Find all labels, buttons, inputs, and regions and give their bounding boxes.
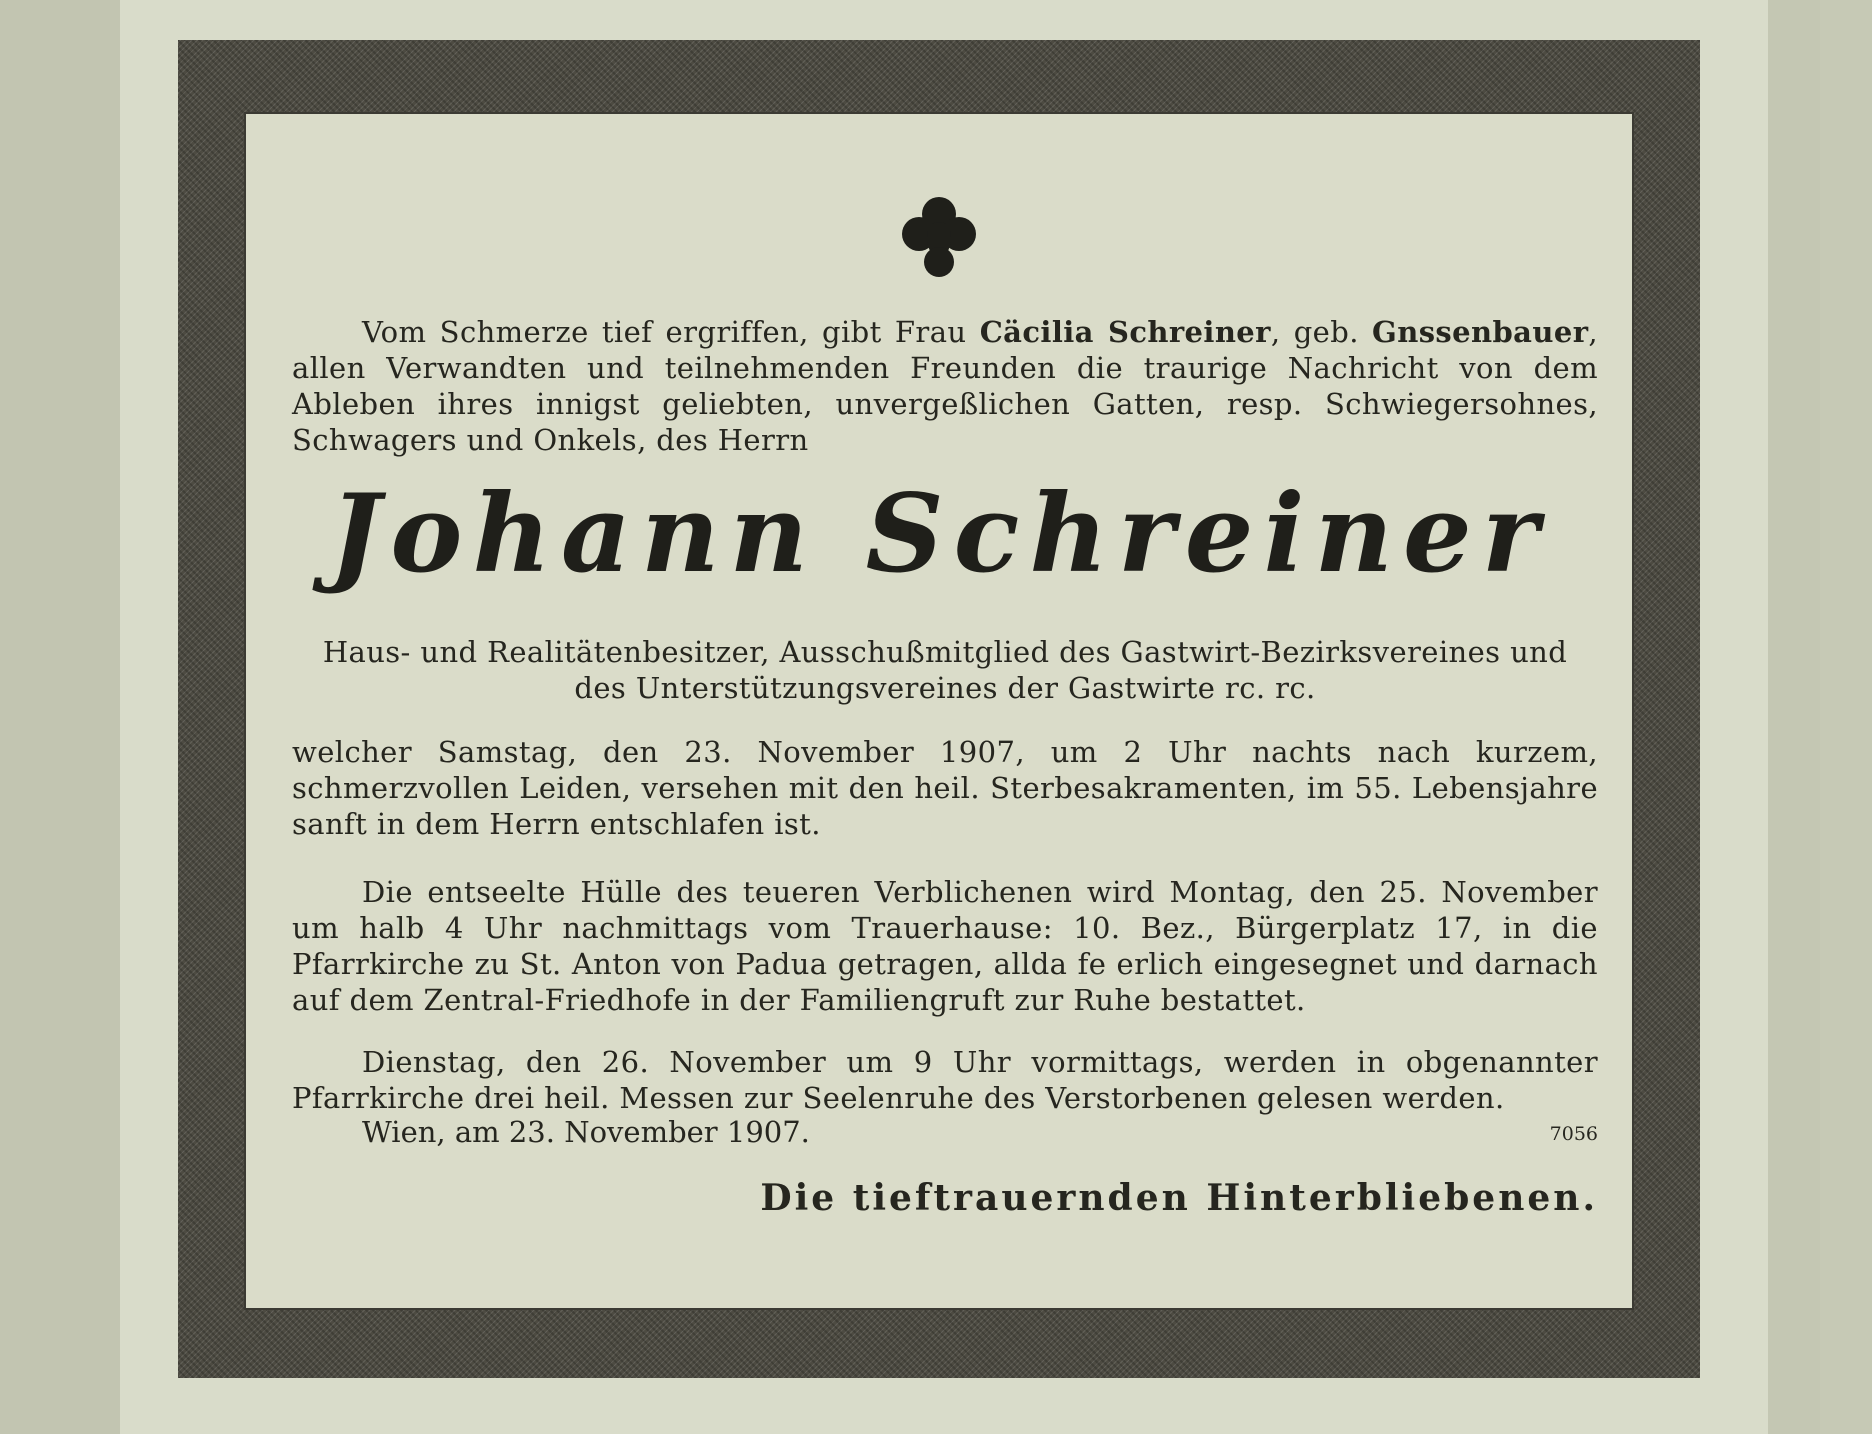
reference-number: 7056: [1549, 1123, 1598, 1145]
intro-text-1: Vom Schmerze tief ergriffen, gibt Frau: [362, 315, 980, 349]
notice-panel: [244, 112, 1634, 1310]
titles-line-2: des Unterstützungsvereines der Gastwirte rc. rc.: [574, 671, 1316, 705]
maiden-name: Gnssenbauer: [1372, 315, 1589, 349]
titles-line-1: Haus- und Realitätenbesitzer, Ausschußmitglied des Gastwirt-Bezirksvereines und: [322, 635, 1568, 669]
scan-margin-left: [0, 0, 120, 1434]
deceased-name: Johann Schreiner: [329, 471, 1549, 597]
mourning-border: [178, 40, 1700, 1378]
death-paragraph: welcher Samstag, den 23. November 1907, um 2 Uhr nachts nach kurzem, schmerzvollen Leiden, versehen mit den heil. Sterbesakramenten, im 55. Lebensjahre sanft in dem Herrn entschlafen ist.: [292, 735, 1598, 841]
scan-margin-right: [1768, 0, 1820, 1434]
intro-text-3: , allen Verwandten und teilnehmenden Freunden die traurige Nachricht von dem Ableben ihres innigst geliebten, unvergeßlichen Gatten, resp. Schwiegersohnes, Schwagers und Onkels, des Herrn: [292, 315, 1598, 457]
deceased-titles: [292, 634, 1598, 706]
cross-pattee-icon: [899, 192, 979, 282]
signature-line: Die tieftrauernden Hinterbliebenen.: [760, 1177, 1598, 1219]
funeral-text: Die entseelte Hülle des teueren Verblichenen wird Montag, den 25. November um halb 4 Uhr nachmittags vom Trauerhause: 10. Bez., Bürgerplatz 17, in die Pfarrkirche zu St. Anton von Padua getragen, allda fe erlich eingesegnet und darnach auf dem Zentral-Friedhofe in der Familiengruft zur Ruhe bestattet.: [292, 875, 1598, 1017]
mass-paragraph: [292, 1044, 1598, 1116]
mass-text: Dienstag, den 26. November um 9 Uhr vormittags, werden in obgenannter Pfarrkirche drei heil. Messen zur Seelenruhe des Verstorbenen gelesen werden.: [292, 1045, 1598, 1115]
intro-text-2: , geb.: [1270, 315, 1373, 349]
place-and-date: Wien, am 23. November 1907.: [362, 1115, 810, 1149]
funeral-paragraph: [292, 874, 1598, 1018]
widow-name: Cäcilia Schreiner: [979, 315, 1271, 349]
intro-paragraph: [292, 314, 1598, 458]
